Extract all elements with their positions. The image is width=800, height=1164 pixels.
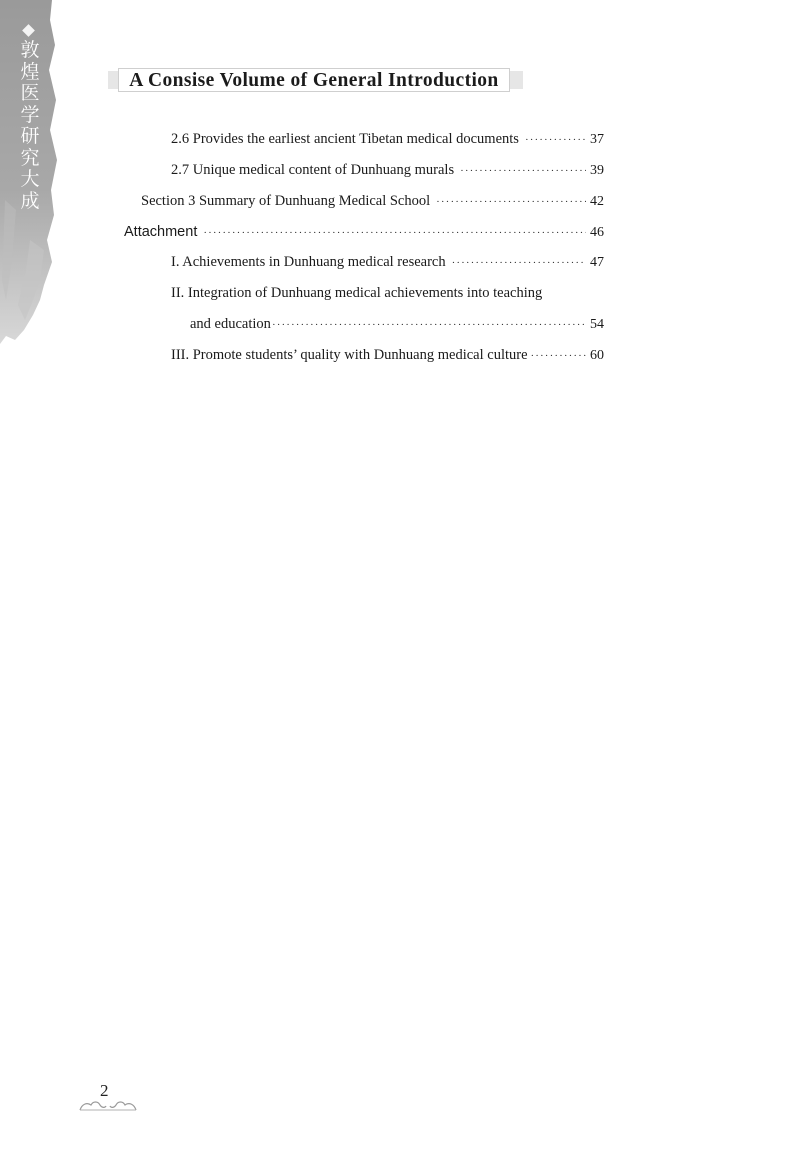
page-title: A Consise Volume of General Introduction	[129, 70, 499, 91]
toc-entry-page: 42	[590, 194, 604, 209]
toc-entry	[141, 191, 604, 211]
side-ink-band	[0, 0, 58, 345]
toc-entry-label: 2.7 Unique medical content of Dunhuang murals	[171, 162, 455, 178]
toc-entry	[171, 129, 604, 149]
toc-entry-page: 39	[590, 163, 604, 178]
toc-dot-leader	[203, 223, 586, 243]
toc-entry	[171, 160, 604, 180]
toc-entry	[171, 252, 604, 272]
toc-entry-label: II. Integration of Dunhuang medical achievements into teaching	[171, 285, 543, 301]
toc-dot-leader	[452, 253, 586, 273]
toc-dot-leader	[525, 130, 586, 150]
toc-entry-label: Attachment	[124, 224, 198, 240]
toc-entry-page: 54	[590, 317, 604, 332]
toc-entry-page: 46	[590, 225, 604, 240]
toc-entry-page: 37	[590, 132, 604, 147]
toc-entry-label: and education	[190, 316, 271, 332]
page-number: 2	[100, 1081, 109, 1100]
toc-dot-leader	[460, 161, 586, 181]
side-vertical-title: 敦煌医学研究大成	[20, 39, 40, 212]
toc-entry-label: 2.6 Provides the earliest ancient Tibetan medical documents	[171, 131, 519, 147]
toc-entry	[124, 222, 604, 242]
cloud-ornament-icon	[78, 1098, 138, 1112]
toc-entry-label: III. Promote students’ quality with Dunhuang medical culture	[171, 347, 528, 363]
toc-dot-leader	[531, 346, 586, 366]
toc-entry-page: 47	[590, 255, 604, 270]
toc-entry-label: Section 3 Summary of Dunhuang Medical School	[141, 193, 431, 209]
toc-entry-page: 60	[590, 348, 604, 363]
toc-dot-leader	[272, 315, 586, 335]
toc-entry	[190, 314, 604, 334]
toc-dot-leader	[436, 192, 586, 212]
toc-entry	[171, 345, 604, 365]
toc-entry-label: I. Achievements in Dunhuang medical research	[171, 254, 446, 270]
